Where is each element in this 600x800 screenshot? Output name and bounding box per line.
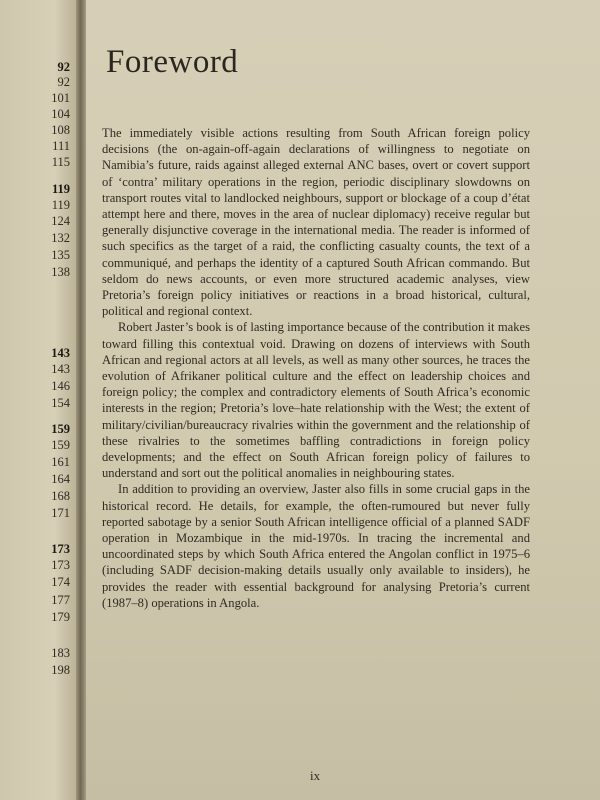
paragraph: In addition to providing an overview, Jaster also fills in some crucial gaps in the historical record. He details, for example, the often-rumoured but never fully reported sabotage by a senior South African intelligence official of a planned SADF operation in Mozambique in the mid-1970s. In tracing the incremental and uncoordinated steps by which South Africa entered the Angolan conflict in 1975–6 (including SADF decision-making details usually only available to insiders), he provides the reader with essential background for analysing Pretoria’s current (1987–8) operations in Angola. — [102, 482, 530, 610]
page-number: 111 — [52, 139, 70, 153]
book-gutter — [76, 0, 86, 800]
page-number: 183 — [51, 646, 70, 660]
page-number: 164 — [51, 472, 70, 486]
page-number-column — [0, 0, 70, 800]
page-number: 173 — [51, 542, 70, 556]
page-number: 179 — [51, 610, 70, 624]
page-number: 138 — [51, 265, 70, 279]
page-number: 92 — [57, 75, 70, 89]
page-number: 119 — [51, 182, 70, 196]
page-number: 159 — [51, 422, 70, 436]
paragraph: The immediately visible actions resulting from South African foreign policy decisions (the on-again-off-again declarations of willingness to negotiate on Namibia’s future, raids against alleged external ANC bases, overt or covert support of ‘contra’ military operations in the region, periodic disciplinary slowdowns on transport routes vital to landlocked neighbours, support or blockage of a coup d’état attempt here and there, moves in the area of nuclear diplomacy) receive regular but generally disjunctive coverage in the international media. The reader is informed of such specifics as the target of a raid, the conflicting casualty counts, the text of a communiqué, and perhaps the identity of a captured South African commando. But seldom do news accounts, or even more structured academic analyses, view Pretoria’s foreign policy initiatives or reactions in a broad historical, cultural, political and regional context. — [102, 126, 530, 319]
foreword-body — [102, 125, 530, 611]
page-number: 132 — [51, 231, 70, 245]
page-number: 168 — [51, 489, 70, 503]
page-number: 198 — [51, 663, 70, 677]
page-number: 177 — [51, 593, 70, 607]
page-number: 115 — [51, 155, 70, 169]
page-folio: ix — [310, 768, 321, 783]
page-number: 171 — [51, 506, 70, 520]
page-number: 143 — [51, 362, 70, 376]
paragraph: Robert Jaster’s book is of lasting importance because of the contribution it makes toward filling this contextual void. Drawing on dozens of interviews with South African and regional actors at all levels, as well as many other sources, he traces the evolution of Afrikaner political culture and the effect on leadership choices and foreign policy; the complex and contradictory elements of South Africa’s economic interests in the region; Pretoria’s love–hate relationship with the West; the extent of military/civilian/bureaucracy rivalries within the government and the relationship of these rivalries to the sometimes baffling contradictions in foreign policy developments; and the effect on South African foreign policy of failures to understand and sort out the political anomalies in neighbouring states. — [102, 320, 530, 481]
page-number: 159 — [51, 438, 70, 452]
page-number: 146 — [51, 379, 70, 393]
page-number: 119 — [51, 198, 70, 212]
page-number: 161 — [51, 455, 70, 469]
page-number: 104 — [51, 107, 70, 121]
page-title: Foreword — [106, 44, 239, 80]
page-number: 108 — [51, 123, 70, 137]
page-number: 154 — [51, 396, 70, 410]
page-number: 174 — [51, 575, 70, 589]
page-number: 135 — [51, 248, 70, 262]
page-number: 101 — [51, 91, 70, 105]
left-page — [0, 0, 78, 800]
page-number: 173 — [51, 558, 70, 572]
page-number: 124 — [51, 214, 70, 228]
page-number: 92 — [57, 60, 70, 74]
page-number: 143 — [51, 346, 70, 360]
